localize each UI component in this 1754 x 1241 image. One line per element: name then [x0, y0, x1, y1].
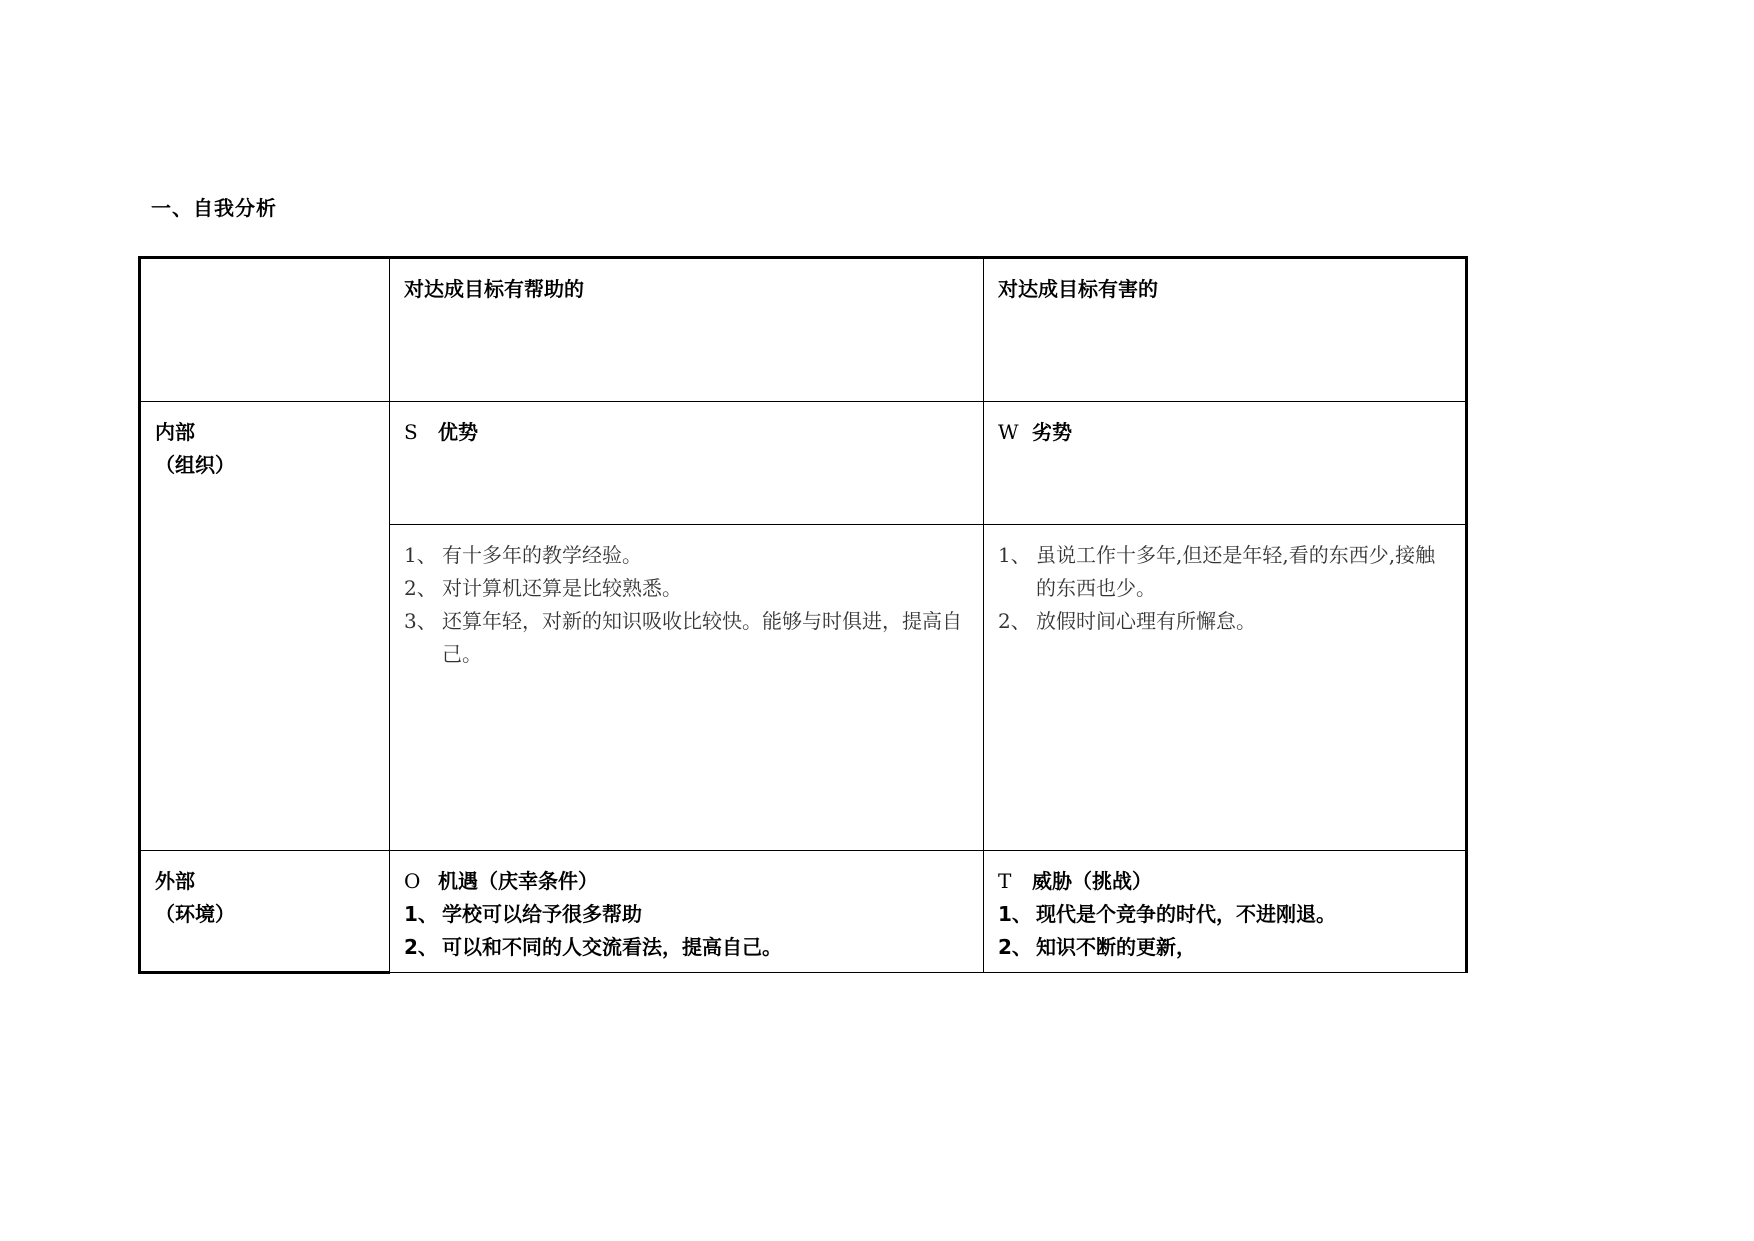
item-text: 学校可以给予很多帮助: [442, 902, 642, 926]
o-letter: O: [404, 869, 421, 893]
item-number: 1、: [998, 543, 1031, 567]
section-heading: 一、自我分析: [151, 196, 277, 220]
item-number: 2、: [404, 935, 438, 959]
list-item: [404, 931, 983, 964]
external-sublabel: （环境）: [155, 902, 235, 926]
list-item: [998, 931, 1465, 964]
external-label-cell: [140, 851, 390, 973]
item-text: 对计算机还算是比较熟悉。: [442, 576, 682, 600]
item-text: 有十多年的教学经验。: [442, 543, 642, 567]
item-number: 2、: [998, 609, 1031, 633]
item-number: 1、: [404, 543, 437, 567]
helpful-header: 对达成目标有帮助的: [390, 258, 984, 402]
harmful-header: 对达成目标有害的: [984, 258, 1467, 402]
external-label: 外部: [155, 869, 195, 893]
item-text: 放假时间心理有所懈怠。: [1036, 609, 1256, 633]
weaknesses-list: [998, 539, 1465, 638]
threats-cell: [984, 851, 1467, 973]
w-letter: W: [998, 420, 1019, 444]
list-item: [998, 898, 1465, 931]
internal-title-row: [140, 402, 1467, 525]
weaknesses-title-cell: [984, 402, 1467, 525]
internal-sublabel: （组织）: [155, 453, 235, 477]
header-row: [140, 258, 1467, 402]
swot-table: [138, 256, 1468, 974]
list-item: [404, 539, 983, 572]
opportunities-list: [404, 898, 983, 964]
internal-label-cell: [140, 402, 390, 851]
internal-label: 内部: [155, 420, 195, 444]
opportunities-title: 机遇（庆幸条件）: [438, 869, 598, 893]
list-item: [404, 605, 983, 671]
item-number: 1、: [998, 902, 1032, 926]
list-item: [404, 898, 983, 931]
item-text: 知识不断的更新，: [1036, 935, 1196, 959]
item-text: 现代是个竞争的时代，不进刚退。: [1036, 902, 1336, 926]
item-number: 3、: [404, 609, 437, 633]
strengths-list: [404, 539, 983, 671]
strengths-content-cell: [390, 525, 984, 851]
item-number: 2、: [404, 576, 437, 600]
threats-title: 威胁（挑战）: [1032, 869, 1152, 893]
list-item: [998, 605, 1465, 638]
weaknesses-content-cell: [984, 525, 1467, 851]
strengths-title-cell: [390, 402, 984, 525]
t-letter: T: [998, 869, 1012, 893]
header-empty-cell: [140, 258, 390, 402]
s-letter: S: [404, 420, 418, 444]
external-row: [140, 851, 1467, 973]
threats-list: [998, 898, 1465, 964]
item-number: 2、: [998, 935, 1032, 959]
strengths-title: 优势: [438, 420, 478, 444]
item-text: 可以和不同的人交流看法，提高自己。: [442, 935, 782, 959]
list-item: [998, 539, 1465, 605]
item-text: 虽说工作十多年,但还是年轻,看的东西少,接触的东西也少。: [1036, 543, 1436, 600]
item-number: 1、: [404, 902, 438, 926]
list-item: [404, 572, 983, 605]
item-text: 还算年轻，对新的知识吸收比较快。能够与时俱进，提高自己。: [442, 609, 962, 666]
weaknesses-title: 劣势: [1032, 420, 1072, 444]
opportunities-cell: [390, 851, 984, 973]
